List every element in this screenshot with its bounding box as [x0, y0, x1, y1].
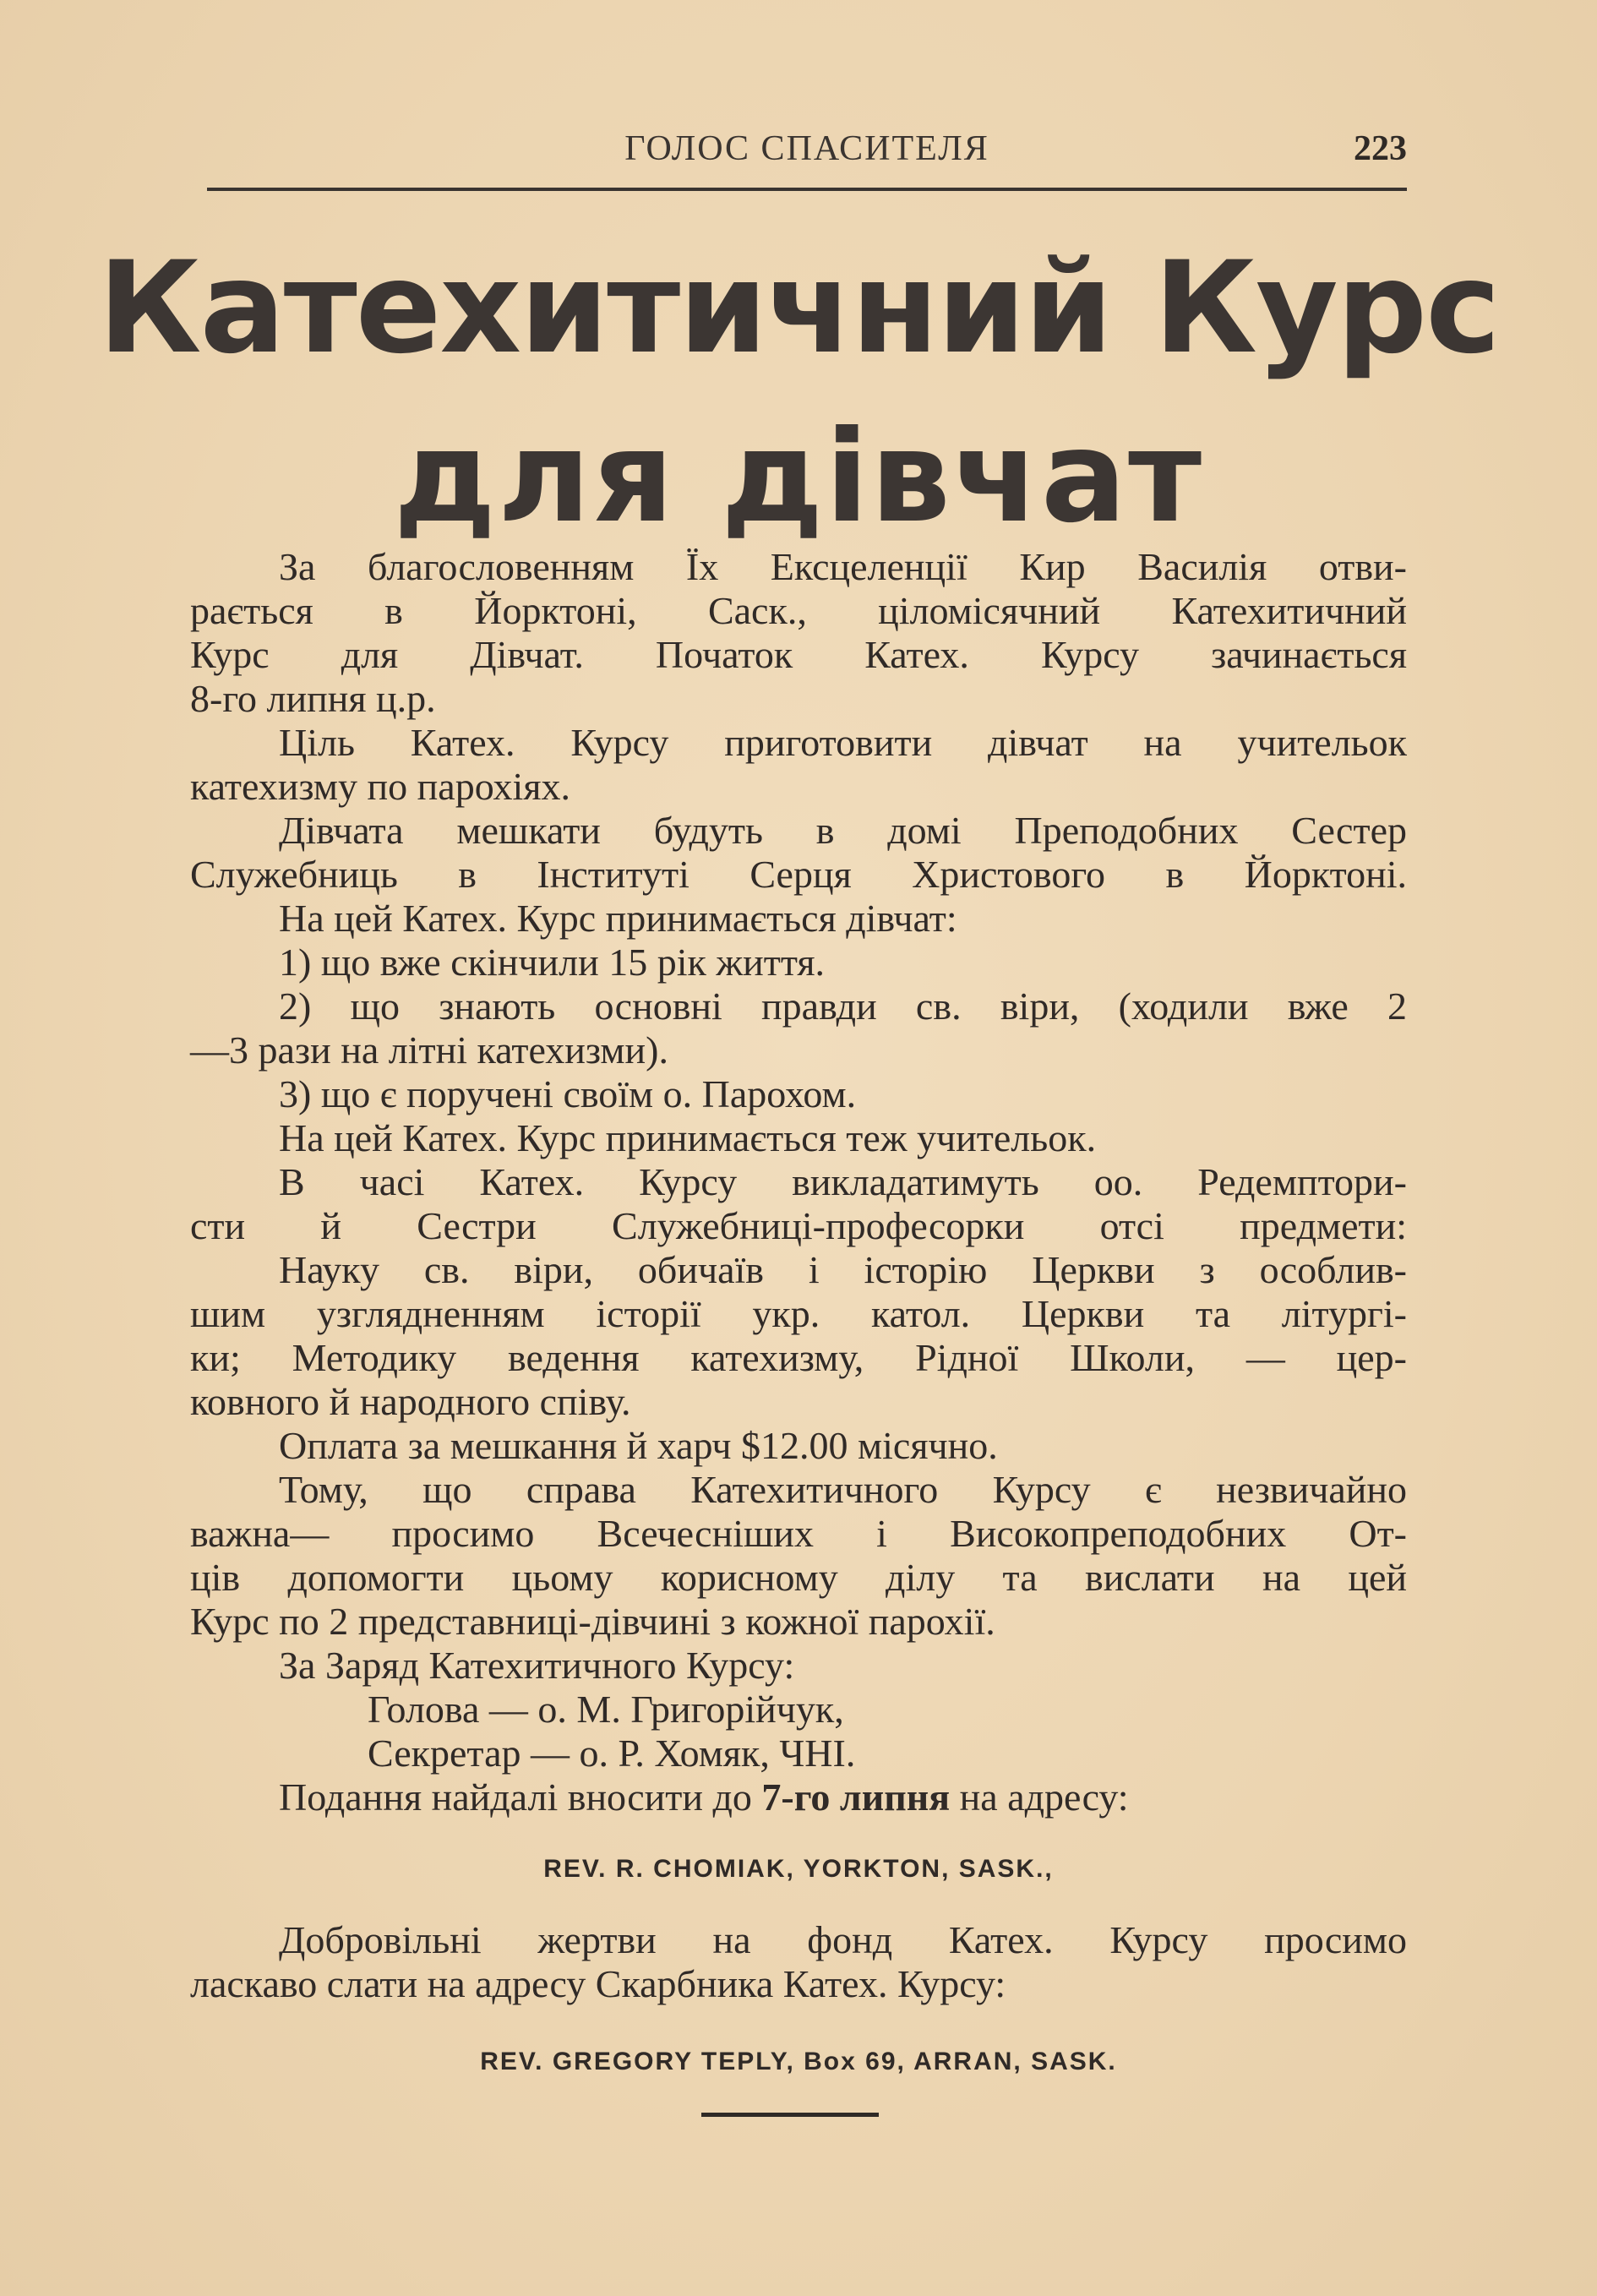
body-line: Служебниць в Інституті Серця Христового в Йорктоні. [190, 853, 1407, 896]
article-body [190, 545, 1407, 1819]
body-line: Секретар — о. Р. Хомяк, ЧНІ. [368, 1732, 856, 1775]
body-line: Курс для Дівчат. Початок Катех. Курсу зачинається [190, 633, 1407, 676]
treasurer-address: REV. GREGORY TEPLY, Box 69, ARRAN, SASK. [480, 2048, 1117, 2075]
body-line: ців допомогти цьому корисному ділу та вислати на цей [190, 1556, 1407, 1599]
deadline-text-before: Подання найдалі вносити до [279, 1775, 752, 1819]
running-title: ГОЛОС СПАСИТЕЛЯ [624, 129, 989, 168]
body-line: Оплата за мешкання й харч $12.00 місячно. [279, 1424, 998, 1467]
body-line: На цей Катех. Курс принимається теж учительок. [279, 1116, 1097, 1159]
submission-deadline-line [190, 1775, 1407, 1819]
body-line: сти й Сестри Служебниці-професорки отсі предмети: [190, 1204, 1407, 1247]
body-line: важна— просимо Всечесніших і Високопреподобних От- [190, 1512, 1407, 1555]
header-rule [207, 188, 1407, 191]
page-header [207, 128, 1407, 196]
body-line: В часі Катех. Курсу викладатимуть оо. Редемптори- [279, 1160, 1407, 1203]
body-line: На цей Катех. Курс принимається дівчат: [279, 897, 957, 940]
article-title-line-2: для дівчат [393, 404, 1204, 551]
submission-address: REV. R. CHOMIAK, YORKTON, SASK., [543, 1855, 1054, 1883]
body-line: Добровільні жертви на фонд Катех. Курсу просимо [279, 1918, 1407, 1961]
body-line: Ціль Катех. Курсу приготовити дівчат на учительок [279, 721, 1407, 764]
body-line: ковного й народного співу. [190, 1380, 631, 1423]
body-line: 2) що знають основні правди св. віри, (ходили вже 2 [279, 984, 1407, 1028]
donation-paragraph [190, 1918, 1407, 2006]
article-title-line-1: Катехитичний Курс [97, 235, 1500, 382]
body-line: 1) що вже скінчили 15 рік життя. [279, 941, 825, 984]
body-line: Науку св. віри, обичаїв і історію Церкви з особлив- [279, 1248, 1407, 1291]
body-line: 3) що є поручені своїм о. Парохом. [279, 1072, 857, 1115]
body-line: шим узглядненням історії укр. катол. Церкви та літургі- [190, 1292, 1407, 1335]
end-rule [701, 2113, 879, 2117]
body-line: —3 рази на літні катехизми). [190, 1028, 668, 1072]
body-line: Дівчата мешкати будуть в домі Преподобних Сестер [279, 809, 1407, 852]
body-line: 8-го липня ц.р. [190, 677, 436, 720]
deadline-text-after: на адресу: [959, 1775, 1129, 1819]
body-line: катехизму по парохіях. [190, 765, 570, 808]
deadline-date: 7-го липня [761, 1775, 951, 1819]
body-line: ки; Методику ведення катехизму, Рідної Школи, — цер- [190, 1336, 1407, 1379]
body-line: Тому, що справа Катехитичного Курсу є незвичайно [279, 1468, 1407, 1511]
page-number: 223 [1354, 129, 1407, 168]
body-line: рається в Йорктоні, Саск., цiломісячний Катехитичний [190, 589, 1407, 632]
body-line: ласкаво слати на адресу Скарбника Катех. Курсу: [190, 1962, 1006, 2005]
body-line: Голова — о. М. Григорійчук, [368, 1688, 844, 1731]
body-line: Курс по 2 представниці-дівчині з кожної парохії. [190, 1600, 995, 1643]
body-line: За Заряд Катехитичного Курсу: [279, 1644, 795, 1687]
body-line: За благословенням Їх Ексцеленції Кир Василія отви- [279, 545, 1407, 588]
